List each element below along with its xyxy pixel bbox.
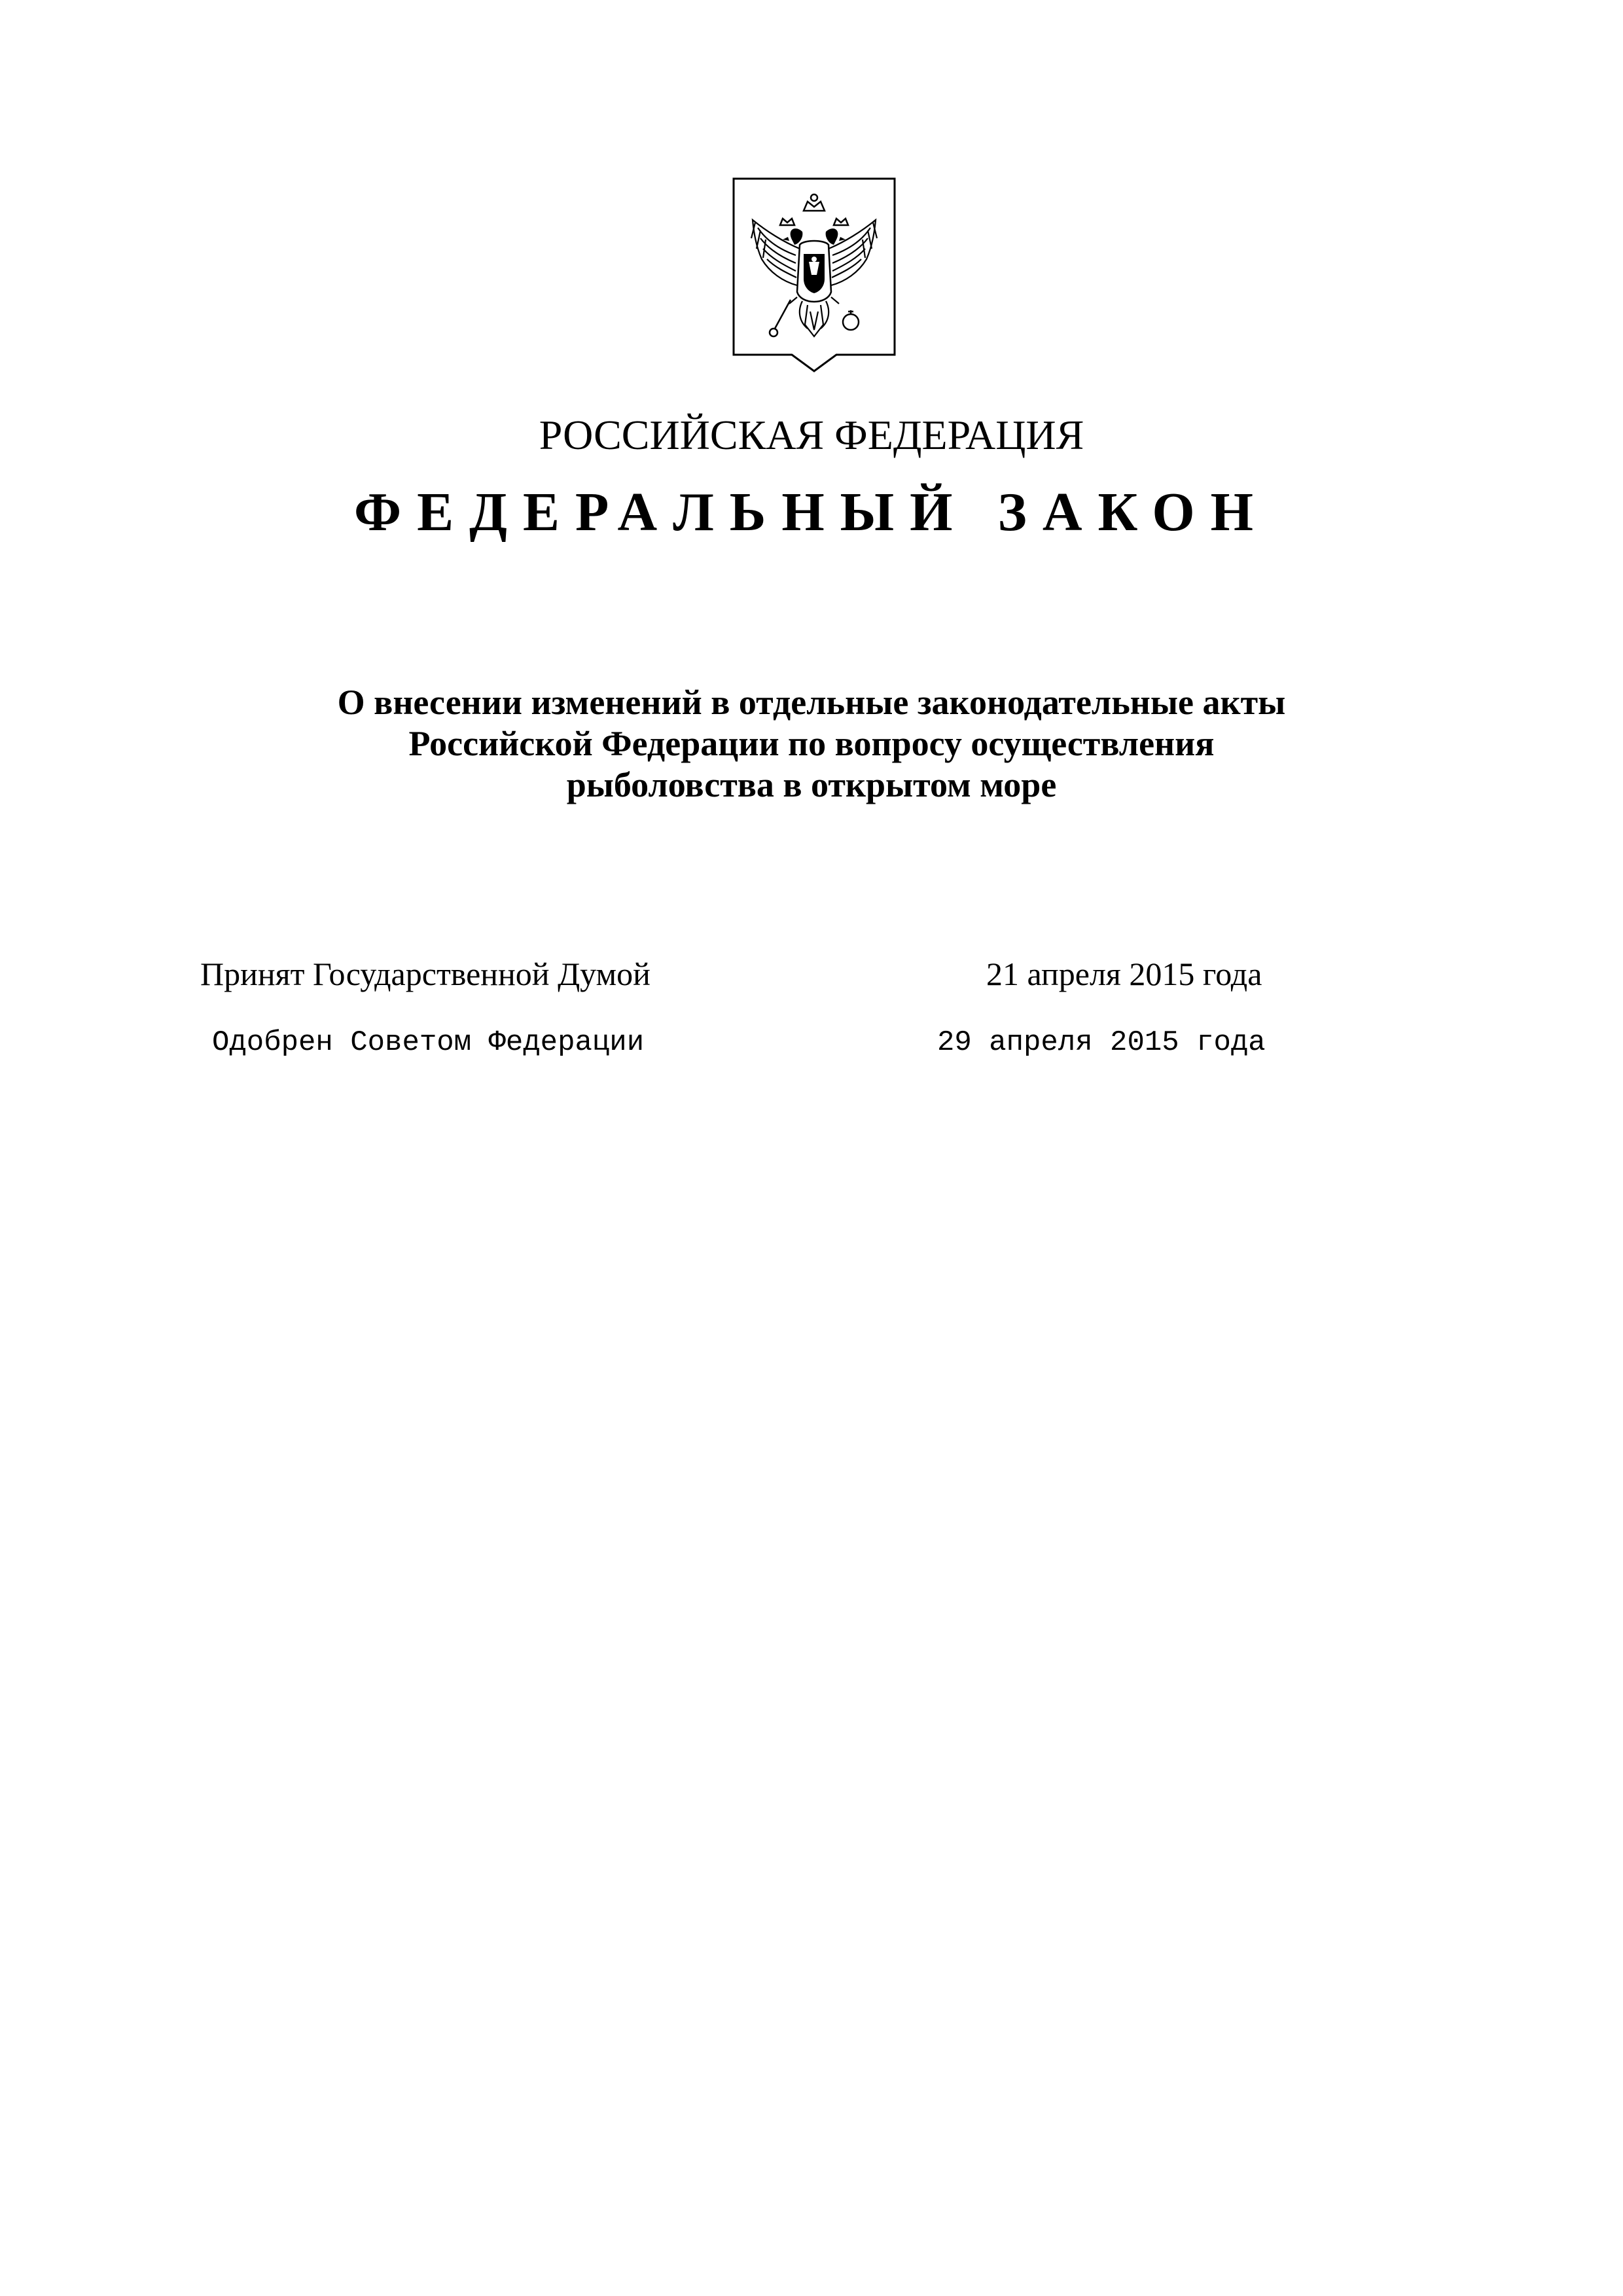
coat-of-arms-emblem xyxy=(732,177,897,373)
russian-coat-of-arms-icon xyxy=(732,177,897,373)
law-title-line: О внесении изменений в отдельные законодательные акты xyxy=(337,683,1286,722)
country-name: РОССИЙСКАЯ ФЕДЕРАЦИЯ xyxy=(539,412,1084,458)
approval-label: Одобрен Советом Федерации xyxy=(212,1026,645,1059)
law-title-line: Российской Федерации по вопросу осуществления xyxy=(408,724,1215,763)
law-type-heading: ФЕДЕРАЛЬНЫЙ ЗАКОН xyxy=(354,482,1269,543)
approval-date: 29 апреля 2015 года xyxy=(937,1026,1266,1059)
adoption-row-duma xyxy=(0,948,1623,1000)
adoption-date: 21 апреля 2015 года xyxy=(986,956,1262,992)
adoption-label: Принят Государственной Думой xyxy=(200,956,651,992)
adoption-row-federation-council xyxy=(0,1016,1623,1069)
law-title xyxy=(157,682,1466,806)
law-title-line: рыболовства в открытом море xyxy=(566,765,1057,804)
